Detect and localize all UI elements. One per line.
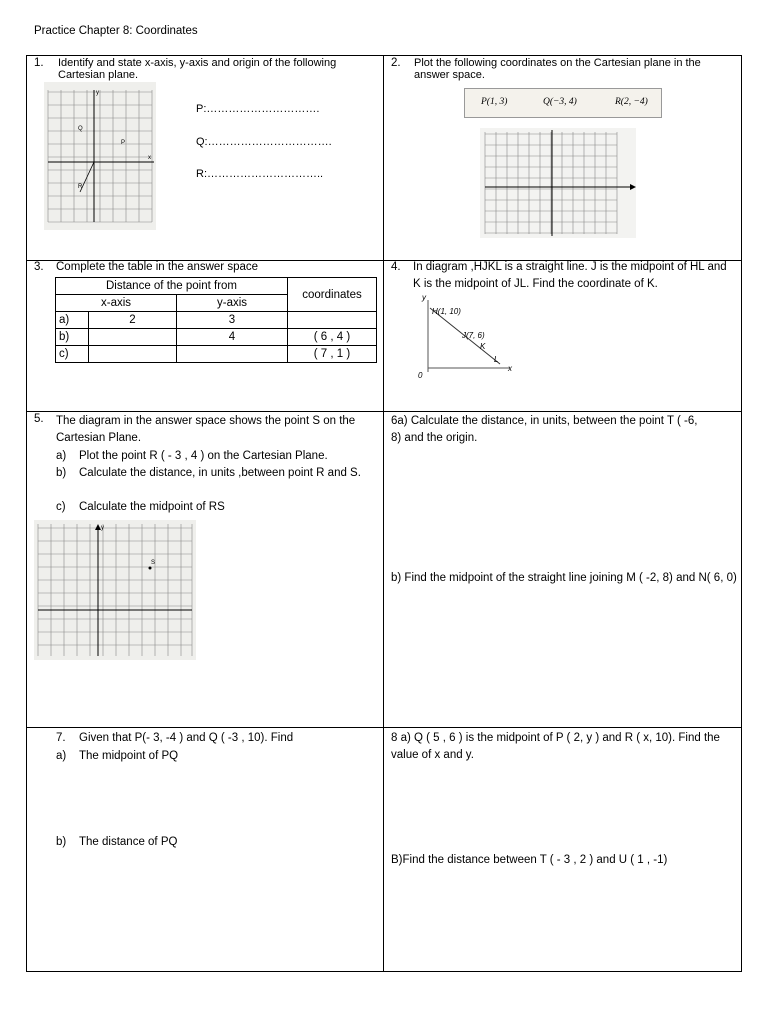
question-text: Given that P(- 3, -4 ) and Q ( -3 , 10). Find <box>79 732 294 744</box>
part-text: The midpoint of PQ <box>79 750 179 762</box>
question-8b-text: B)Find the distance between T ( - 3 , 2 ) and U ( 1 , -1) <box>391 854 668 866</box>
part-text: Calculate the distance, in units ,between point R and S. <box>79 467 361 479</box>
point-l-label: L <box>494 355 499 364</box>
question-number: 1. <box>34 57 44 69</box>
origin-label: 0 <box>418 371 423 380</box>
point-r-label: R <box>78 184 83 190</box>
y-label: y <box>422 293 426 302</box>
question-number: 2. <box>391 57 401 69</box>
question-number: 4. <box>391 261 401 273</box>
page-title: Practice Chapter 8: Coordinates <box>34 25 198 37</box>
point-p: P(1, 3) <box>481 97 508 107</box>
q2-cartesian-grid <box>480 128 636 238</box>
answer-line-r: R:………………………….. <box>196 168 324 180</box>
question-text: Identify and state x-axis, y-axis and origin of the following Cartesian plane. <box>58 57 337 81</box>
answer-line-q: Q:……………………………. <box>196 136 332 148</box>
q4-line-diagram <box>412 292 522 382</box>
question-number: 7. <box>56 732 66 744</box>
answer-line-p: P:…………………………. <box>196 103 320 115</box>
header-coords: coordinates <box>288 278 377 312</box>
point-j-label: J(7, 6) <box>462 331 485 340</box>
x-label: x <box>148 155 151 161</box>
header-group: Distance of the point from <box>56 278 288 295</box>
point-q: Q(−3, 4) <box>543 97 577 107</box>
point-q-label: Q <box>78 126 83 132</box>
point-s-label: S <box>151 560 156 566</box>
q5-cartesian-grid <box>34 520 196 660</box>
question-text: The diagram in the answer space shows the point S on the Cartesian Plane. <box>56 415 356 444</box>
q1-cartesian-grid <box>44 82 156 230</box>
x-label: x <box>508 364 512 373</box>
question-8a-text: 8 a) Q ( 5 , 6 ) is the midpoint of P ( 2, y ) and R ( x, 10). Find the value of x and y. <box>391 732 720 761</box>
header-y: y-axis <box>177 295 288 312</box>
row-divider <box>26 411 742 412</box>
question-6a-text: 6a) Calculate the distance, in units, between the point T ( -6, 8) and the origin. <box>391 415 698 444</box>
part-text: Plot the point R ( - 3 , 4 ) on the Cartesian Plane. <box>79 450 328 462</box>
question-text: Complete the table in the answer space <box>56 261 259 273</box>
part-text: The distance of PQ <box>79 836 178 848</box>
y-label: y <box>101 525 104 531</box>
point-r: R(2, −4) <box>615 97 648 107</box>
table-row: b) 4 ( 6 , 4 ) <box>56 329 377 346</box>
table-row: a) 2 3 <box>56 312 377 329</box>
question-text: In diagram ,HJKL is a straight line. J is the midpoint of HL and K is the midpoint of JL. Find the coordinate of K. <box>413 261 727 290</box>
question-6b-text: b) Find the midpoint of the straight line joining M ( -2, 8) and N( 6, 0) <box>391 572 737 584</box>
point-s <box>149 567 152 570</box>
part-label: b) <box>56 467 67 479</box>
point-h-label: H(1, 10) <box>432 307 461 316</box>
coordinates-box <box>464 88 662 118</box>
column-divider <box>383 55 384 972</box>
part-label: a) <box>56 450 67 462</box>
part-label: c) <box>56 501 66 513</box>
question-number: 5. <box>34 413 44 425</box>
question-text: Plot the following coordinates on the Cartesian plane in the answer space. <box>414 57 701 81</box>
part-label: a) <box>56 750 67 762</box>
point-p-label: P <box>121 140 126 146</box>
row-divider <box>26 727 742 728</box>
question-number: 3. <box>34 261 44 273</box>
y-label: y <box>96 90 99 96</box>
header-x: x-axis <box>56 295 177 312</box>
point-k-label: K <box>480 342 486 351</box>
part-label: b) <box>56 836 67 848</box>
part-text: Calculate the midpoint of RS <box>79 501 225 513</box>
table-row: c) ( 7 , 1 ) <box>56 346 377 363</box>
distance-table <box>55 277 377 363</box>
